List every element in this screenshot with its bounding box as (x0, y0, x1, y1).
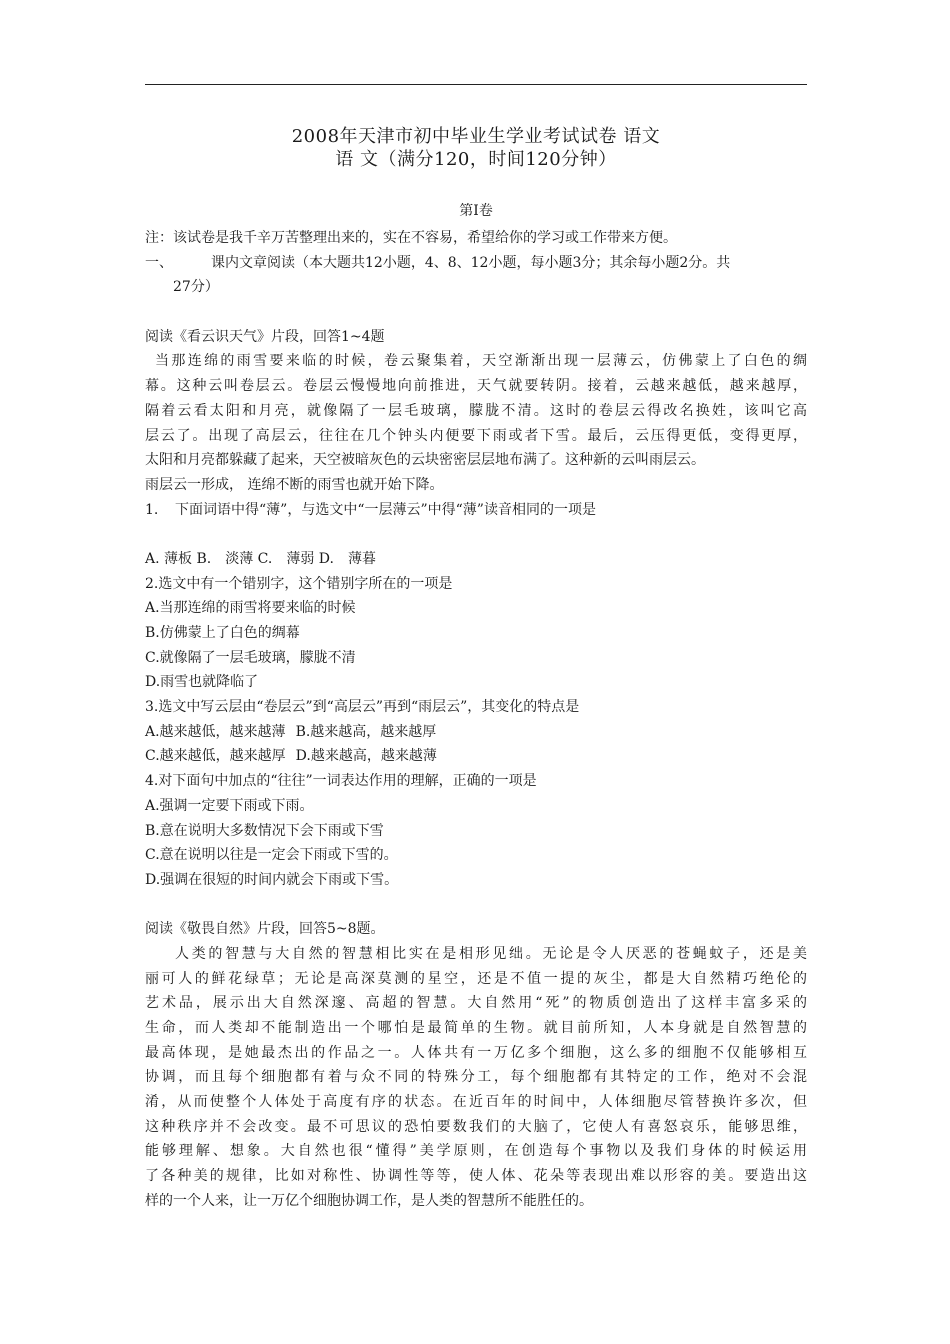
option-c: C.意在说明以往是一定会下雨或下雪的。 (145, 847, 398, 864)
exam-title: 2008年天津市初中毕业生学业考试试卷 语文 (291, 126, 661, 147)
reading1-intro: 阅读《看云识天气》片段，回答1~4题 (145, 328, 385, 345)
option-a: A.强调一定要下雨或下雨。 (145, 797, 314, 814)
section-heading (145, 251, 807, 276)
reading1-passage-line: 雨层云一形成， 连绵不断的雨雪也就开始下降。 (145, 476, 444, 493)
volume-label: 第Ⅰ卷 (459, 203, 493, 219)
option-c: C.就像隔了一层毛玻璃，朦胧不清 (145, 649, 356, 666)
option-a: A.当那连绵的雨雪将要来临的时候 (145, 600, 356, 617)
question-4-text: 4.对下面句中加点的“往往”一词表达作用的理解，正确的一项是 (145, 773, 537, 790)
option-c: C.越来越低，越来越厚 (145, 748, 286, 765)
question-2-text: 2.选文中有一个错别字，这个错别字所在的一项是 (145, 575, 453, 592)
reading1-passage-line: 幕。这种云叫卷层云。卷层云慢慢地向前推进，天气就要转阴。接着，云越来越低，越来越厚， (145, 378, 807, 395)
reading2-passage-line: 协调，而且每个细胞都有着与众不同的特殊分工，每个细胞都有其特定的工作，绝对不会混 (145, 1069, 807, 1086)
reading2-passage-line: 艺术品，展示出大自然深邃、高超的智慧。大自然用“死”的物质创造出了这样丰富多采的 (145, 995, 807, 1012)
option-d: 薄暮 (347, 550, 376, 567)
reading2-passage-line: 样的一个人来，让一万亿个细胞协调工作，是人类的智慧所不能胜任的。 (145, 1192, 593, 1209)
reading2-passage-line: 能够理解、想象。大自然也很“懂得”美学原则，在创造每个事物以及我们身体的时候运用 (145, 1143, 807, 1160)
reading1-passage-line: 层云了。出现了高层云，往往在几个钟头内便要下雨或者下雪。最后，云压得更低，变得更厚， (145, 427, 807, 444)
question-1-text: 下面词语中得“薄”，与选文中“一层薄云”中得“薄”读音相同的一项是 (175, 501, 596, 518)
reading2-passage-line: 丽可人的鲜花绿草；无论是高深莫测的星空，还是不值一提的灰尘，都是大自然精巧绝伦的 (145, 970, 807, 987)
option-b: B.意在说明大多数情况下会下雨或下雪 (145, 822, 384, 839)
spacer (145, 893, 807, 918)
note-line: 注：该试卷是我千辛万苦整理出来的，实在不容易，希望给你的学习或工作带来方便。 (145, 230, 677, 246)
question-1-number: 1. (145, 501, 159, 518)
option-b: B.越来越高，越来越厚 (295, 723, 437, 740)
option-a: A. 薄板 B. (145, 550, 212, 567)
question-1-options (145, 547, 807, 572)
section-number: 一、 (145, 254, 173, 271)
exam-subtitle: 语 文（满分120，时间120分钟） (335, 149, 617, 170)
top-rule (145, 84, 807, 85)
reading2-passage-line: 人类的智慧与大自然的智慧相比实在是相形见绌。无论是令人厌恶的苍蝇蚊子，还是美 (175, 945, 807, 962)
question-3-options-row (145, 720, 807, 745)
reading2-passage-line: 最高体现，是她最杰出的作品之一。人体共有一万亿多个细胞，这么多的细胞不仅能够相互 (145, 1044, 807, 1061)
question-1 (145, 498, 807, 523)
section-line-2: 27分） (173, 279, 219, 296)
reading1-passage-line: 隔着云看太阳和月亮，就像隔了一层毛玻璃，朦胧不清。这时的卷层云得改名换姓，该叫它高 (145, 402, 807, 419)
option-a: A.越来越低，越来越薄 (145, 723, 286, 740)
option-d: D.雨雪也就降临了 (145, 674, 259, 691)
option-c: 薄弱 D. (286, 550, 334, 567)
question-3-options-row (145, 744, 807, 769)
reading2-passage-line: 淆，从而使整个人体处于高度有序的状态。在近百年的时间中，人体细胞尽管替换许多次，但 (145, 1094, 807, 1111)
option-d: D.强调在很短的时间内就会下雨或下雪。 (145, 871, 399, 888)
spacer (145, 522, 807, 547)
exam-body (145, 226, 807, 1214)
reading1-passage-line: 当那连绵的雨雪要来临的时候，卷云聚集着，天空渐渐出现一层薄云，仿佛蒙上了白色的绸 (155, 353, 807, 370)
spacer (145, 300, 807, 325)
option-b: 淡薄 C. (225, 550, 273, 567)
reading2-passage-line: 了各种美的规律，比如对称性、协调性等等，使人体、花朵等表现出难以形容的美。要造出这 (145, 1168, 807, 1185)
reading1-passage-line: 太阳和月亮都躲藏了起来，天空被暗灰色的云块密密层层地布满了。这种新的云叫雨层云。 (145, 452, 705, 469)
reading2-passage-line: 这种秩序并不会改变。最不可思议的恐怕要数我们的大脑了，它使人有喜怒哀乐，能够思维， (145, 1118, 807, 1135)
question-3-text: 3.选文中写云层由“卷层云”到“高层云”再到“雨层云”，其变化的特点是 (145, 699, 580, 716)
reading2-intro: 阅读《敬畏自然》片段，回答5~8题。 (145, 921, 385, 938)
section-line-1: 课内文章阅读（本大题共12小题，4、8、12小题，每小题3分；其余每小题2分。共 (211, 254, 731, 271)
reading2-passage-line: 生命，而人类却不能制造出一个哪怕是最简单的生物。就目前所知，人本身就是自然智慧的 (145, 1020, 807, 1036)
option-d: D.越来越高，越来越薄 (295, 748, 437, 765)
option-b: B.仿佛蒙上了白色的绸幕 (145, 625, 300, 641)
